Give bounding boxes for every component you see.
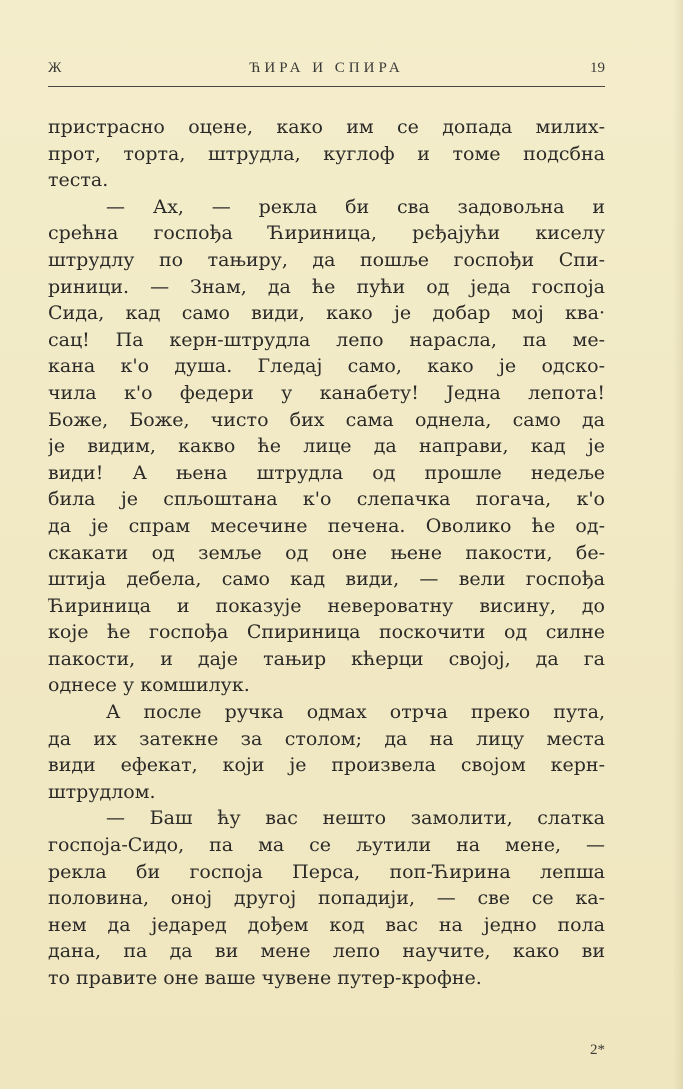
text-line: половина, оној другој попадији, — све се ка- — [48, 887, 605, 910]
body-text — [48, 114, 605, 992]
text-line: — Баш ћу вас нешто замолити, слатка — [106, 807, 605, 830]
text-line: чила к'о федери у канабету! Једна лепота! — [48, 381, 605, 404]
text-line: да је спрам месечине печена. Оволико ће од- — [48, 514, 605, 537]
ornament-icon: Ж — [48, 60, 62, 76]
paragraph — [48, 114, 605, 194]
text-line: кана к'о душа. Гледај само, како је одско- — [48, 355, 605, 378]
text-line: госпоја-Сидо, па ма се љутили на мене, — — [48, 834, 605, 857]
page-edge-shadow — [673, 0, 683, 1089]
text-line: била је спљоштана к'о слепачка погача, к'о — [48, 488, 605, 511]
text-line: — Ах, — рекла би сва задовољна и — [106, 195, 605, 218]
page-header — [48, 58, 605, 84]
text-line: дана, па да ви мене лепо научите, како ви — [48, 940, 605, 963]
text-line: А после ручка одмах отрча преко пута, — [106, 701, 605, 724]
text-line: сац! Па керн-штрудла лепо нарасла, па ме- — [48, 328, 605, 351]
text-line: Ћириница и показује невероватну висину, до — [48, 594, 605, 617]
text-line: Боже, Боже, чисто бих сама однела, само да — [48, 408, 605, 431]
signature-mark: 2* — [590, 1042, 605, 1058]
text-line: однесе у комшилук. — [48, 674, 250, 697]
running-title: ЋИРА И СПИРА — [249, 60, 404, 76]
text-line: штрудлом. — [48, 780, 156, 803]
text-line: је видим, какво ће лице да направи, кад је — [48, 435, 605, 458]
text-line: Сида, кад само види, како је добар мој ква· — [48, 302, 605, 325]
paragraph — [48, 699, 605, 805]
text-line: скакати од земље од оне њене пакости, бе- — [48, 541, 605, 564]
text-line: прот, торта, штрудла, куглоф и томе подсбна — [48, 142, 605, 165]
text-line: риници. — Знам, да ће пући од једа госпоја — [48, 275, 605, 298]
text-line: пристрасно оцене, како им се допада милих- — [48, 116, 605, 138]
text-line: теста. — [48, 169, 109, 192]
text-line: нем да једаред дођем код вас на једно пола — [48, 913, 605, 936]
header-rule — [48, 86, 605, 87]
text-line: штија дебела, само кад види, — вели госпођа — [48, 568, 605, 591]
text-line: види! А њена штрудла од прошле недеље — [48, 461, 605, 484]
text-line: срећна госпођа Ћириница, рєђајући киселу — [48, 222, 605, 245]
paragraph — [48, 194, 605, 699]
text-line: рекла би госпоја Перса, поп-Ћирина лепша — [48, 860, 605, 883]
page-number: 19 — [590, 60, 605, 76]
text-line: да их затекне за столом; да на лицу места — [48, 727, 605, 750]
text-line: то правите оне ваше чувене путер-крофне. — [48, 967, 482, 989]
text-line: штрудлу по тањиру, да пошље госпођи Спи- — [48, 248, 605, 271]
text-line: види ефекат, који је произвела својом керн- — [48, 754, 605, 777]
text-line: пакости, и даје тањир кћерци својој, да га — [48, 647, 605, 670]
paragraph — [48, 805, 605, 991]
text-line: које ће госпођа Спириница поскочити од силне — [48, 621, 605, 644]
